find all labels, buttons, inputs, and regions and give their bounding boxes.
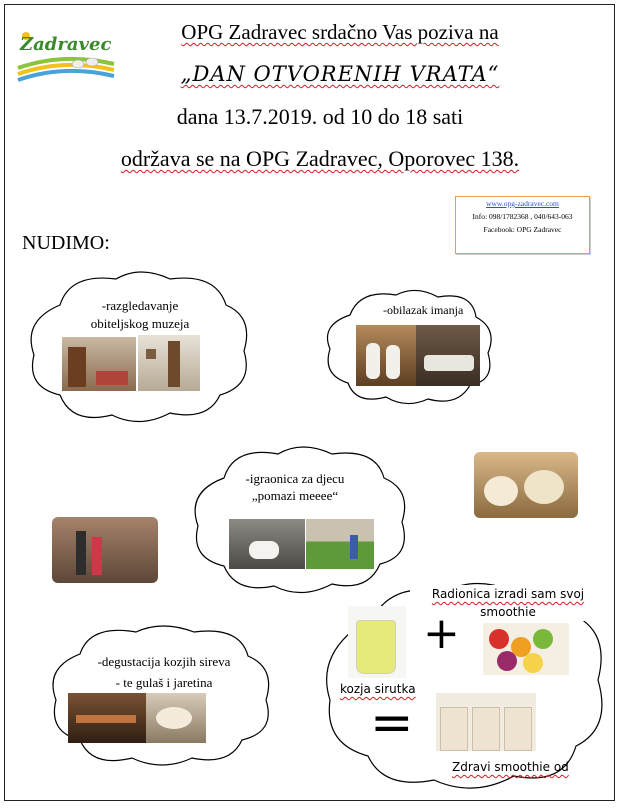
playroom-text [230,470,360,504]
date-line [100,104,540,130]
result-label [452,760,569,774]
smoothie-glasses-photo [436,693,536,751]
contact-box [455,196,590,254]
playroom-line2: „pomazi meeee“ [251,488,339,503]
museum-wall-photo [138,335,200,391]
invite-line [110,20,570,45]
kids-playroom-photo [52,517,158,583]
date-value: 13.7.2019. od 10 do 18 [223,104,428,129]
facebook-info: Facebook: OPG Zadravec [483,225,562,234]
result-label-text: Zdravi smoothie od [452,760,569,774]
invite-text: OPG Zadravec srdačno Vas poziva na [181,20,499,44]
tasting-text [66,651,262,693]
workshop-line2: smoothie [480,605,536,619]
date-suffix: sati [432,104,464,129]
cheese-plate-photo [146,693,206,743]
date-prefix: dana [176,104,219,129]
plus-sign: + [423,608,460,659]
location-line [40,146,600,172]
cheese-basket-photo [474,452,578,518]
whey-label-text: kozja sirutka [340,682,416,696]
estate-text: -obilazak imanja [383,303,464,317]
tasting-line1: -degustacija kozjih sireva [97,654,231,669]
logo [14,24,118,82]
equals-sign: = [370,693,414,753]
phone-info: Info: 098/1782368 , 040/643-063 [472,212,573,221]
child-field-photo [306,519,374,569]
playroom-line1: -igraonica za djecu [245,471,345,486]
museum-line1: -razgledavanje [101,298,179,313]
website-link[interactable]: www.opg-zadravec.com [486,199,559,208]
logo-text: Zadravec [20,34,112,55]
offer-heading: NUDIMO: [22,232,110,254]
museum-text [60,297,220,333]
goats-photo [356,325,416,386]
workshop-line1: Radionica izradi sam svoj [431,587,585,601]
fruit-photo [483,623,569,675]
event-title-text: „DAN OTVORENIH VRATA“ [180,62,500,86]
event-title [120,62,560,86]
petting-goats-photo [229,519,305,569]
museum-line2: obiteljskog muzeja [90,316,190,331]
whey-jug-photo [348,606,406,678]
roasting-photo [68,693,146,743]
barn-photo [416,325,480,386]
tasting-line2: - te gulaš i jaretina [115,675,213,690]
museum-room-photo [62,337,136,391]
location-text: održava se na OPG Zadravec, Oporovec 138. [120,146,520,171]
